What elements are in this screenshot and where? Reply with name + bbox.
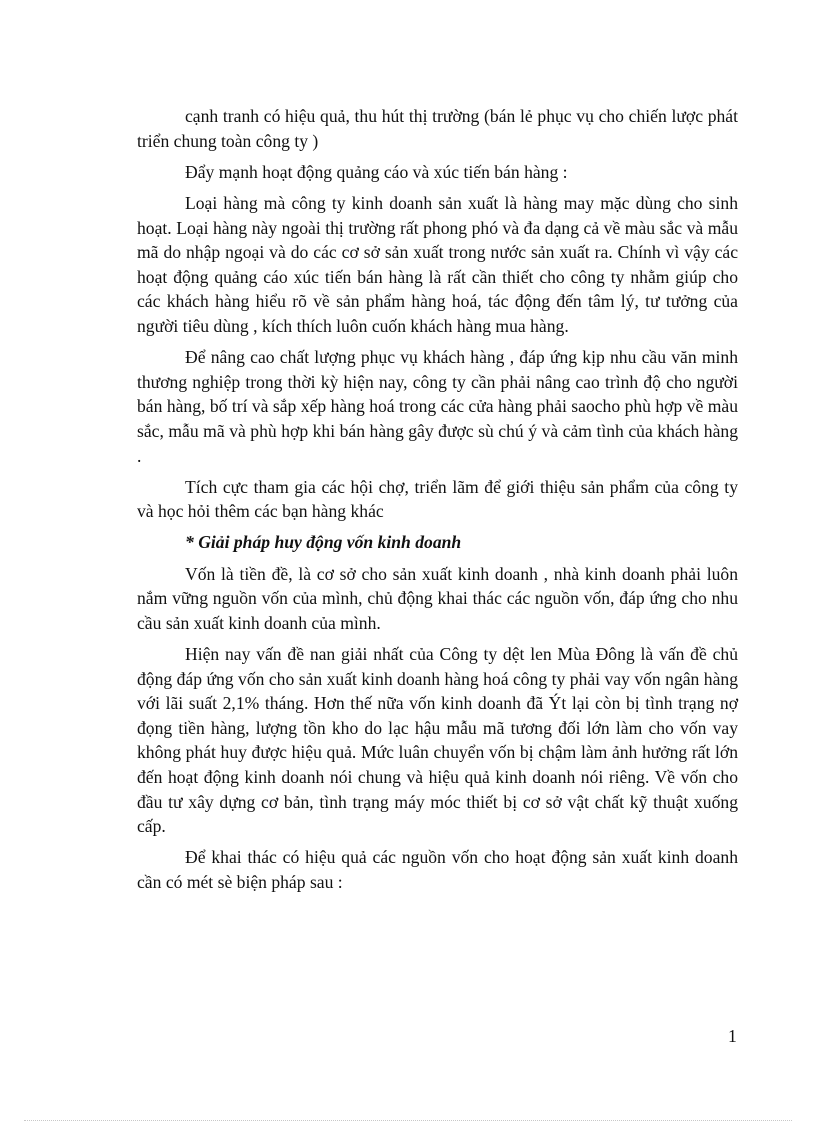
document-body bbox=[137, 104, 738, 901]
paragraph-capital-problems: Hiện nay vấn đề nan giải nhất của Công ty dệt len Mùa Đông là vấn đề chủ động đáp ứng vốn cho sản xuất kinh doanh hàng hoá công ty phải vay vốn ngân hàng với lãi suất 2,1% tháng. Hơn thế nữa vốn kinh doanh đã Ýt lại còn bị tình trạng nợ đọng tiền hàng, lượng tồn kho do lạc hậu mẫu mã tương đối lớn làm cho vốn vay không phát huy được hiệu quả. Mức luân chuyển vốn bị chậm làm ảnh hưởng rất lớn đến hoạt động kinh doanh nói chung và hiệu quả kinh doanh nói riêng. Về vốn cho đầu tư xây dựng cơ bản, tình trạng máy móc thiết bị cơ sở vật chất kỹ thuật xuống cấp. bbox=[137, 644, 738, 837]
paragraph-capital-measures: Để khai thác có hiệu quả các nguồn vốn cho hoạt động sản xuất kinh doanh cần có mét sè biện pháp sau : bbox=[137, 847, 738, 892]
page-number: 1 bbox=[728, 1026, 737, 1046]
section-heading-capital-mobilization: * Giải pháp huy động vốn kinh doanh bbox=[185, 532, 462, 553]
paragraph-trade-fairs: Tích cực tham gia các hội chợ, triển lãm để giới thiệu sản phẩm của công ty và học hỏi thêm các bạn hàng khác bbox=[137, 476, 738, 522]
paragraph-competition-continuation: cạnh tranh có hiệu quả, thu hút thị trường (bán lẻ phục vụ cho chiến lược phát triển chung toàn công ty ) bbox=[137, 106, 738, 151]
paragraph-service-quality: Để nâng cao chất lượng phục vụ khách hàng , đáp ứng kịp nhu cầu văn minh thương nghiệp trong thời kỳ hiện nay, công ty cần phải nâng cao trình độ cho người bán hàng, bố trí và sắp xếp hàng hoá trong các cửa hàng phải saocho phù hợp về màu sắc, mẫu mã và phù hợp khi bán hàng gây được sù chú ý và cảm tình của khách hàng . bbox=[137, 347, 738, 466]
paragraph-advertising-heading: Đẩy mạnh hoạt động quảng cáo và xúc tiến bán hàng : bbox=[185, 161, 568, 182]
page-bottom-divider bbox=[24, 1120, 792, 1121]
paragraph-capital-foundation: Vốn là tiền đề, là cơ sở cho sản xuất kinh doanh , nhà kinh doanh phải luôn nắm vững nguồn vốn của mình, chủ động khai thác các nguồn vốn, đáp ứng cho nhu cầu sản xuất kinh doanh của mình. bbox=[137, 563, 738, 633]
paragraph-product-advertising: Loại hàng mà công ty kinh doanh sản xuất là hàng may mặc dùng cho sinh hoạt. Loại hàng này ngoài thị trường rất phong phó và đa dạng cả về màu sắc và mẫu mã do nhập ngoại và do các cơ sở sản xuất trong nước sản xuất ra. Chính vì vậy các hoạt động quảng cáo xúc tiến bán hàng là rất cần thiết cho công ty nhằm giúp cho các khách hàng hiểu rõ về sản phẩm hàng hoá, tác động đến tâm lý, tư tưởng của người tiêu dùng , kích thích luôn cuốn khách hàng mua hàng. bbox=[137, 192, 738, 336]
